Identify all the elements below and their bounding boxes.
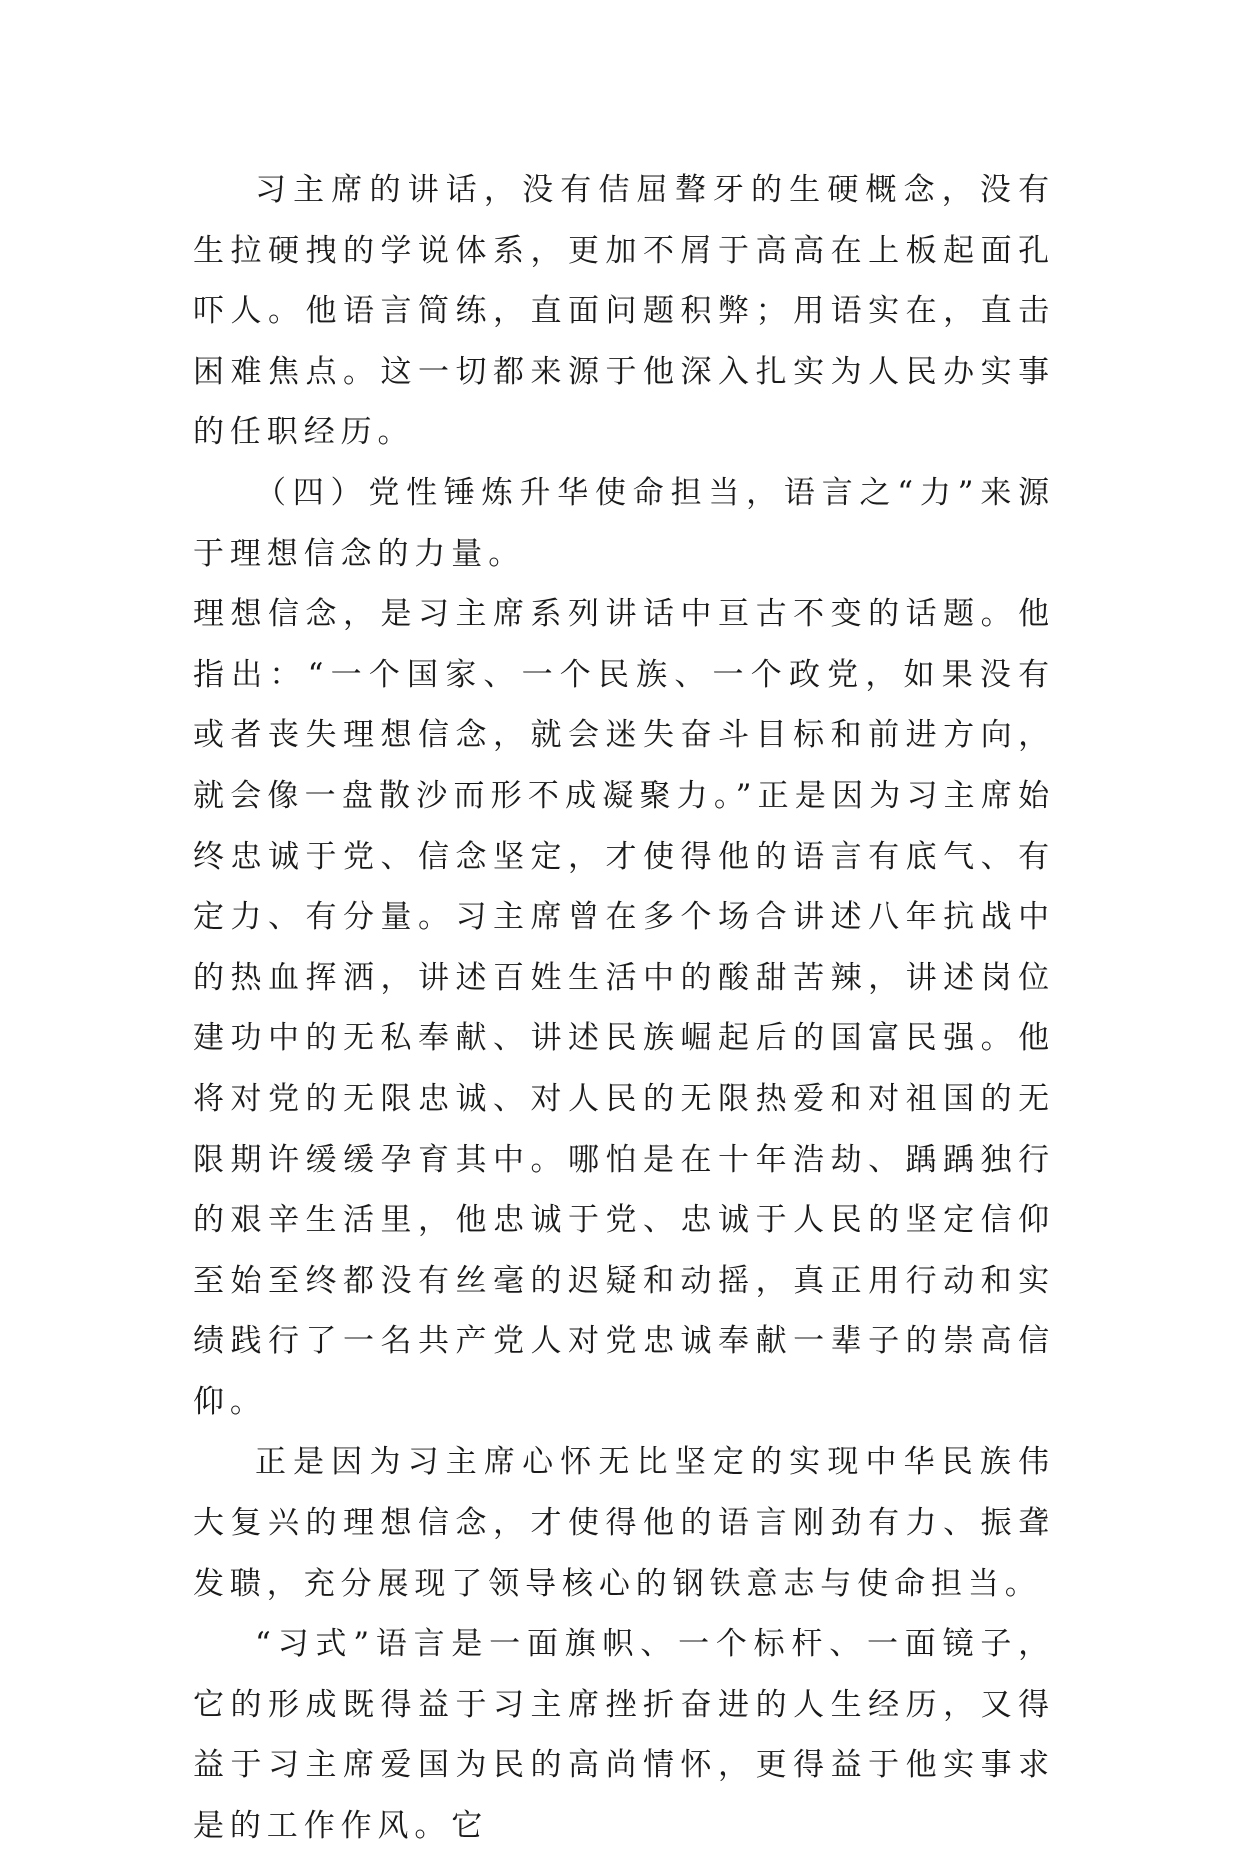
paragraph-rejuvenation: 正是因为习主席心怀无比坚定的实现中华民族伟大复兴的理想信念，才使得他的语言刚劲有力、振聋发聩，充分展现了领导核心的钢铁意志与使命担当。 [193, 1444, 1055, 1602]
paragraph-xi-style-language: “习式”语言是一面旗帜、一个标杆、一面镜子，它的形成既得益于习主席挫折奋进的人生经历，又得益于习主席爱国为民的高尚情怀，更得益于他实事求是的工作作风。它 [193, 1626, 1055, 1845]
section-heading-four: （四）党性锤炼升华使命担当，语言之“力”来源于理想信念的力量。 [193, 474, 1055, 572]
paragraph-ideals-beliefs: 理想信念，是习主席系列讲话中亘古不变的话题。他指出：“一个国家、一个民族、一个政党，如果没有或者丧失理想信念，就会迷失奋斗目标和前进方向，就会像一盘散沙而形不成凝聚力。”正是因为习主席始终忠诚于党、信念坚定，才使得他的语言有底气、有定力、有分量。习主席曾在多个场合讲述八年抗战中的热血挥洒，讲述百姓生活中的酸甜苦辣，讲述岗位建功中的无私奉献、讲述民族崛起后的国富民强。他将对党的无限忠诚、对人民的无限热爱和对祖国的无限期许缓缓孕育其中。哪怕是在十年浩劫、踽踽独行的艰辛生活里，他忠诚于党、忠诚于人民的坚定信仰至始至终都没有丝毫的迟疑和动摇，真正用行动和实绩践行了一名共产党人对党忠诚奉献一辈子的崇高信仰。 [193, 596, 1055, 1420]
paragraph-speech-style: 习主席的讲话，没有佶屈聱牙的生硬概念，没有生拉硬拽的学说体系，更加不屑于高高在上板起面孔吓人。他语言简练，直面问题积弊；用语实在，直击困难焦点。这一切都来源于他深入扎实为人民办实事的任职经历。 [193, 172, 1055, 451]
document-body [193, 160, 1055, 1857]
